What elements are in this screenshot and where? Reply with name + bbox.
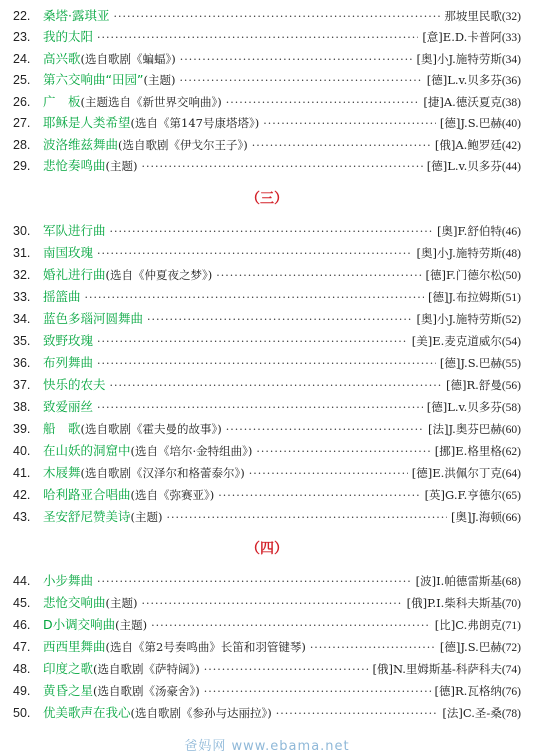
entry-country: [美]	[411, 334, 433, 348]
entry-composer: E.D.卡普阿	[442, 30, 502, 44]
toc-entry[interactable]	[13, 243, 521, 263]
toc-entry[interactable]	[13, 49, 521, 69]
entry-title: 军队进行曲	[43, 223, 106, 238]
entry-title: D小调交响曲	[43, 617, 116, 632]
entry-page: (65)	[501, 490, 521, 502]
entry-source: (选自歌剧《伊戈尔王子》)	[118, 138, 248, 152]
toc-entry[interactable]	[13, 353, 521, 373]
entry-title: 蓝色多瑙河圆舞曲	[43, 311, 144, 326]
entry-composer: J.奥芬巴赫	[448, 422, 502, 436]
entry-title: 我的太阳	[43, 29, 94, 44]
entry-title: 布列舞曲	[43, 355, 94, 370]
entry-page: (52)	[501, 314, 521, 326]
dot-leader	[151, 616, 431, 635]
toc-entry[interactable]	[13, 659, 521, 679]
entry-page: (64)	[501, 468, 521, 480]
entry-page: (38)	[501, 97, 521, 109]
dot-leader	[167, 508, 447, 527]
dot-leader	[310, 638, 436, 657]
entry-title: 桑塔·露琪亚	[43, 8, 110, 23]
toc-entry[interactable]	[13, 6, 521, 26]
toc-entry[interactable]	[13, 593, 521, 613]
entry-composer: C.圣-桑	[462, 706, 502, 720]
entry-number: 45.	[13, 596, 31, 610]
dot-leader	[204, 682, 431, 701]
entry-source: (选自《仲夏夜之梦》)	[105, 268, 213, 282]
entry-composer: G.F.亨德尔	[445, 488, 502, 502]
entry-country: [奥]	[450, 510, 472, 524]
entry-country: [意]	[422, 30, 443, 44]
dot-leader	[263, 114, 436, 133]
entry-source: (选自《第147号康塔塔》)	[130, 116, 260, 130]
entry-page: (34)	[501, 54, 521, 66]
dot-leader	[218, 486, 420, 505]
dot-leader	[179, 71, 422, 90]
dot-leader	[110, 222, 433, 241]
entry-country: [奥]	[416, 52, 437, 66]
entry-country: [英]	[424, 488, 446, 502]
entry-title: 摇篮曲	[43, 289, 81, 304]
dot-leader	[252, 136, 431, 155]
entry-page: (74)	[501, 664, 521, 676]
entry-number: 32.	[13, 268, 31, 282]
entry-country: [德]	[439, 356, 461, 370]
entry-source: (主题)	[143, 73, 176, 87]
entry-country: [德]	[439, 116, 461, 130]
entry-title: 圣安舒尼赞美诗	[43, 509, 131, 524]
entry-country: [俄]	[434, 138, 456, 152]
entry-number: 37.	[13, 378, 31, 392]
entry-title: 致野玫瑰	[43, 333, 94, 348]
entry-title: 优美歌声在我心	[43, 705, 131, 720]
entry-number: 40.	[13, 444, 31, 458]
entry-title: 西西里舞曲	[43, 639, 106, 654]
entry-composer: C.弗朗克	[455, 618, 502, 632]
toc-entry[interactable]	[13, 703, 521, 723]
dot-leader	[216, 266, 421, 285]
entry-source: (选自《第2号奏鸣曲》长笛和羽管键琴)	[105, 640, 306, 654]
entry-source: (选自歌剧《蝙蝠》)	[80, 52, 176, 66]
entry-source: (选自歌剧《霍夫曼的故事》)	[80, 422, 222, 436]
entry-page: (42)	[501, 140, 521, 152]
entry-page: (50)	[501, 270, 521, 282]
entry-page: (68)	[501, 576, 521, 588]
toc-entry[interactable]	[13, 135, 521, 155]
entry-title: 船 歌	[43, 421, 81, 436]
entry-page: (76)	[501, 686, 521, 698]
entry-number: 33.	[13, 290, 31, 304]
entry-title: 悲怆奏鸣曲	[43, 158, 106, 173]
entry-composer: A.德沃夏克	[443, 95, 502, 109]
entry-composer: 小J.施特劳斯	[436, 312, 502, 326]
toc-entry[interactable]	[13, 265, 521, 285]
entry-number: 39.	[13, 422, 31, 436]
toc-entry[interactable]	[13, 113, 521, 133]
entry-page: (56)	[501, 380, 521, 392]
toc-entry[interactable]	[13, 463, 521, 483]
entry-composer: J.S.巴赫	[460, 640, 502, 654]
entry-title: 悲怆交响曲	[43, 595, 106, 610]
entry-number: 31.	[13, 246, 31, 260]
entry-page: (55)	[501, 358, 521, 370]
entry-title: 小步舞曲	[43, 573, 94, 588]
entry-page: (46)	[501, 226, 521, 238]
entry-source: (主题选自《新世界交响曲》)	[80, 95, 222, 109]
entry-page: (40)	[501, 118, 521, 130]
entry-title: 快乐的农夫	[43, 377, 106, 392]
entry-source: (选自歌剧《参孙与达丽拉》)	[130, 706, 272, 720]
entry-number: 38.	[13, 400, 31, 414]
toc-entry[interactable]	[13, 681, 521, 701]
entry-title: 黄昏之星	[43, 683, 94, 698]
toc-entry[interactable]	[13, 615, 521, 635]
dot-leader	[180, 50, 413, 69]
entry-source: (选自歌剧《汤豪舍》)	[93, 684, 200, 698]
dot-leader	[113, 7, 440, 26]
entry-country: [德]	[439, 640, 461, 654]
entry-page: (32)	[501, 11, 521, 23]
entry-title: 印度之歌	[43, 661, 94, 676]
entry-number: 22.	[13, 9, 31, 23]
entry-title: 耶稣是人类希望	[43, 115, 131, 130]
entry-country: [波]	[415, 574, 437, 588]
entry-composer: F.门德尔松	[445, 268, 502, 282]
dot-leader	[226, 93, 420, 112]
entry-number: 42.	[13, 488, 31, 502]
entry-source: (主题)	[105, 596, 138, 610]
toc-entry[interactable]	[13, 637, 521, 657]
entry-number: 47.	[13, 640, 31, 654]
entry-composer: E.格里格	[455, 444, 502, 458]
entry-composer: I.帕德雷斯基	[436, 574, 502, 588]
entry-number: 30.	[13, 224, 31, 238]
entry-number: 46.	[13, 618, 31, 632]
entry-composer: E.洪佩尔丁克	[432, 466, 502, 480]
entry-page: (62)	[501, 446, 521, 458]
toc-entry[interactable]	[13, 485, 521, 505]
dot-leader	[85, 288, 424, 307]
toc-entry[interactable]	[13, 397, 521, 417]
entry-country: [法]	[427, 422, 449, 436]
dot-leader	[97, 354, 436, 373]
entry-composer: J.S.巴赫	[460, 116, 502, 130]
entry-number: 26.	[13, 95, 31, 109]
entry-title: 哈利路亚合唱曲	[43, 487, 131, 502]
toc-entry[interactable]	[13, 27, 521, 47]
entry-number: 28.	[13, 138, 31, 152]
entry-country: [奥]	[416, 246, 437, 260]
entry-country: [德]	[446, 378, 467, 392]
dot-leader	[97, 244, 412, 263]
toc-entry[interactable]	[13, 375, 521, 395]
dot-leader	[226, 420, 424, 439]
entry-country: [比]	[434, 618, 456, 632]
dot-leader	[97, 332, 408, 351]
entry-country: [德]	[426, 159, 448, 173]
toc-entry[interactable]	[13, 156, 521, 176]
entry-number: 27.	[13, 116, 31, 130]
entry-title: 第六交响曲“田园”	[43, 72, 144, 87]
entry-source: (选自《弥赛亚》)	[130, 488, 215, 502]
entry-number: 24.	[13, 52, 31, 66]
entry-page: (33)	[501, 32, 521, 44]
entry-composer: 小J.施特劳斯	[436, 246, 502, 260]
section-heading: （四）	[246, 541, 288, 557]
entry-composer: L.v.贝多芬	[447, 73, 502, 87]
entry-composer: L.v.贝多芬	[447, 400, 502, 414]
entry-source: (主题)	[130, 510, 163, 524]
entry-composer: P.I.柴科夫斯基	[427, 596, 502, 610]
entry-number: 23.	[13, 30, 31, 44]
entry-country: [德]	[427, 290, 449, 304]
entry-page: (70)	[501, 598, 521, 610]
dot-leader	[147, 310, 412, 329]
watermark: 爸妈网 www.ebama.net	[184, 739, 350, 754]
dot-leader	[249, 464, 408, 483]
entry-page: (58)	[501, 402, 521, 414]
toc-entry[interactable]	[13, 70, 521, 90]
entry-title: 波洛维兹舞曲	[43, 137, 119, 152]
entry-composer: R.舒曼	[466, 378, 502, 392]
entry-country: [德]	[411, 466, 433, 480]
toc-entry[interactable]	[13, 419, 521, 439]
entry-country: [奥]	[437, 224, 458, 238]
dot-leader	[204, 660, 369, 679]
dot-leader	[276, 704, 439, 723]
entry-composer: J.布拉姆斯	[448, 290, 502, 304]
entry-composer: J.海顿	[471, 510, 502, 524]
dot-leader	[142, 157, 423, 176]
entry-number: 35.	[13, 334, 31, 348]
entry-composer: 小J.施特劳斯	[436, 52, 502, 66]
entry-title: 广 板	[43, 94, 81, 109]
entry-country: [挪]	[434, 444, 456, 458]
toc-entry[interactable]	[13, 507, 521, 527]
entry-country: [俄]	[406, 596, 428, 610]
entry-number: 43.	[13, 510, 31, 524]
entry-source: (主题)	[115, 618, 148, 632]
entry-number: 36.	[13, 356, 31, 370]
entry-composer: A.鲍罗廷	[455, 138, 502, 152]
entry-number: 44.	[13, 574, 31, 588]
entry-country: [奥]	[416, 312, 437, 326]
entry-country: [捷]	[423, 95, 444, 109]
entry-country: [德]	[425, 268, 446, 282]
entry-page: (36)	[501, 75, 521, 87]
dot-leader	[142, 594, 403, 613]
entry-page: (72)	[501, 642, 521, 654]
dot-leader	[110, 376, 443, 395]
entry-number: 29.	[13, 159, 31, 173]
entry-page: (71)	[501, 620, 521, 632]
entry-title: 在山妖的洞窟中	[43, 443, 131, 458]
entry-country: [德]	[434, 684, 455, 698]
toc-entry[interactable]	[13, 92, 521, 112]
entry-composer: J.S.巴赫	[460, 356, 502, 370]
toc-entry[interactable]	[13, 441, 521, 461]
entry-title: 高兴歌	[43, 51, 81, 66]
entry-title: 致爱丽丝	[43, 399, 94, 414]
entry-page: (48)	[501, 248, 521, 260]
entry-composer: E.麦克道威尔	[432, 334, 502, 348]
toc-entry[interactable]	[13, 331, 521, 351]
entry-source: (选自歌剧《萨特阔》)	[93, 662, 200, 676]
entry-source: (主题)	[105, 159, 138, 173]
entry-composer: F.舒伯特	[457, 224, 502, 238]
toc-entry[interactable]	[13, 309, 521, 329]
dot-leader	[256, 442, 430, 461]
entry-title: 婚礼进行曲	[43, 267, 106, 282]
entry-composer: L.v.贝多芬	[447, 159, 502, 173]
entry-composer: R.瓦格纳	[455, 684, 502, 698]
entry-number: 50.	[13, 706, 31, 720]
entry-title: 木屐舞	[43, 465, 81, 480]
toc-entry[interactable]	[13, 571, 521, 591]
entry-page: (66)	[501, 512, 521, 524]
entry-source: (选自《培尔·金特组曲》)	[130, 444, 253, 458]
dot-leader	[97, 28, 418, 47]
entry-number: 48.	[13, 662, 31, 676]
entry-composer: N.里姆斯基-科萨科夫	[392, 662, 502, 676]
entry-number: 34.	[13, 312, 31, 326]
entry-page: (60)	[501, 424, 521, 436]
entry-page: (78)	[501, 708, 521, 720]
section-heading: （三）	[246, 191, 288, 207]
entry-page: (44)	[501, 161, 521, 173]
entry-composer: 那坡里民歌	[444, 9, 502, 23]
entry-country: [德]	[426, 73, 448, 87]
entry-number: 49.	[13, 684, 31, 698]
entry-title: 南国玫瑰	[43, 245, 94, 260]
entry-number: 25.	[13, 73, 31, 87]
entry-page: (54)	[501, 336, 521, 348]
dot-leader	[97, 572, 412, 591]
dot-leader	[97, 398, 423, 417]
toc-entry[interactable]	[13, 221, 521, 241]
entry-country: [俄]	[372, 662, 393, 676]
entry-country: [德]	[426, 400, 448, 414]
entry-page: (51)	[501, 292, 521, 304]
entry-number: 41.	[13, 466, 31, 480]
toc-entry[interactable]	[13, 287, 521, 307]
entry-source: (选自歌剧《汉泽尔和格蕾泰尔》)	[80, 466, 245, 480]
entry-country: [法]	[442, 706, 463, 720]
